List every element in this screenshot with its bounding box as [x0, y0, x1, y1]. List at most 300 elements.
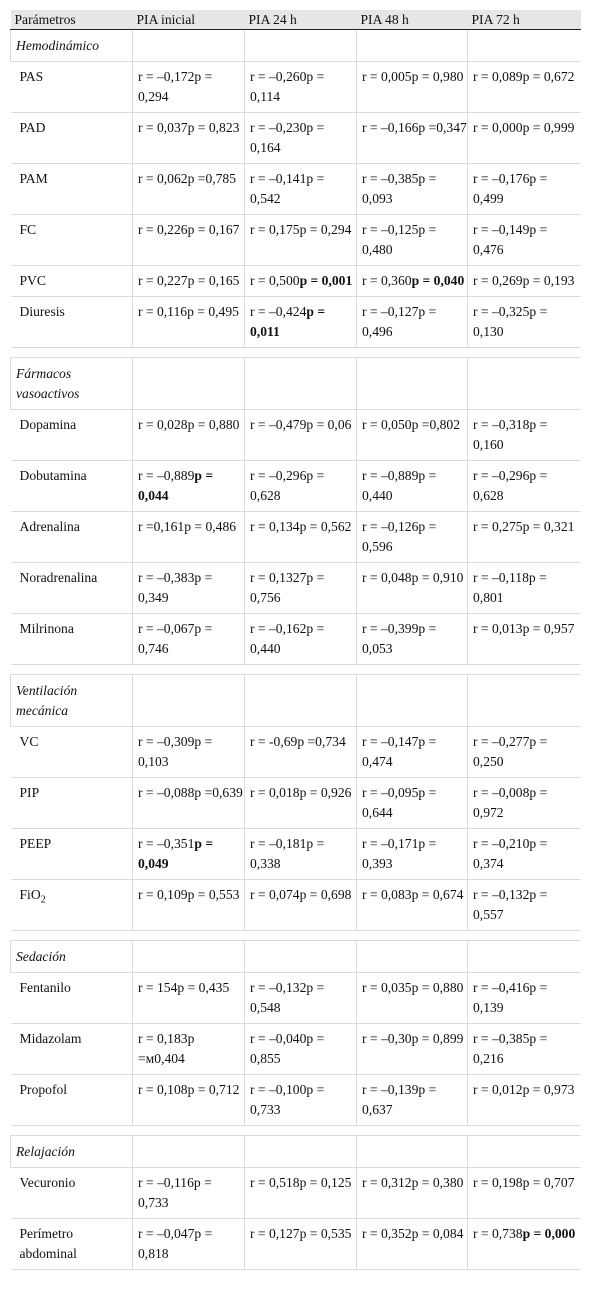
parameter-name-cell [11, 778, 133, 829]
parameter-subscript: 2 [40, 894, 46, 906]
p-value: p = 0,321 [522, 519, 575, 534]
parameter-name-cell [11, 113, 133, 164]
parameter-name-cell [11, 829, 133, 880]
parameter-name-cell [11, 266, 133, 297]
r-value: r = –0,040 [250, 1031, 307, 1046]
section-empty-cell [357, 675, 468, 727]
value-cell [133, 297, 245, 348]
parameter-name: PVC [19, 273, 46, 288]
p-value: p = 0,250 [473, 734, 548, 769]
value-cell [357, 297, 468, 348]
value-cell [133, 829, 245, 880]
table-row [11, 829, 581, 880]
r-value: r = –0,116 [138, 1175, 194, 1190]
header-parametros: Parámetros [11, 10, 133, 30]
parameter-name-cell [11, 880, 133, 931]
value-cell [357, 829, 468, 880]
spacer-cell [11, 665, 133, 675]
value-cell [133, 461, 245, 512]
p-value: p = 0,495 [187, 304, 239, 319]
value-cell [245, 880, 357, 931]
r-value: r = 0,312 [362, 1175, 412, 1190]
section-empty-cell [245, 675, 357, 727]
table-row [11, 973, 581, 1024]
value-cell [245, 973, 357, 1024]
value-cell [133, 563, 245, 614]
value-cell [357, 614, 468, 665]
parameter-name-cell [11, 215, 133, 266]
p-value: p = 0,044 [138, 468, 214, 503]
spacer-cell [357, 665, 468, 675]
parameter-name: FC [19, 222, 37, 237]
table-row [11, 563, 581, 614]
value-cell [245, 215, 357, 266]
section-title: Sedación [11, 941, 133, 973]
r-value: r = 0,037 [138, 120, 188, 135]
value-cell [245, 164, 357, 215]
value-cell [357, 410, 468, 461]
value-cell [245, 614, 357, 665]
r-value: r = 0,269 [473, 273, 523, 288]
value-cell [133, 778, 245, 829]
value-cell [357, 1168, 468, 1219]
r-value: r = –0,296 [250, 468, 307, 483]
table-row [11, 1075, 581, 1126]
parameter-name: PAS [19, 69, 44, 84]
value-cell [245, 1168, 357, 1219]
table-row [11, 461, 581, 512]
p-value: p = 0,001 [299, 273, 353, 288]
section-row [11, 358, 581, 410]
p-value: p = 0,855 [250, 1031, 325, 1066]
p-value: p = 0,672 [522, 69, 575, 84]
p-value: p = 0,165 [187, 273, 240, 288]
parameter-name-cell [11, 1075, 133, 1126]
section-row [11, 941, 581, 973]
section-empty-cell [468, 675, 581, 727]
p-value: p = 0,756 [250, 570, 325, 605]
table-header [11, 10, 581, 30]
r-value: r =0,161 [138, 519, 185, 534]
spacer-cell [11, 931, 133, 941]
value-cell [357, 512, 468, 563]
value-cell [468, 164, 581, 215]
value-cell [133, 1075, 245, 1126]
section-empty-cell [133, 358, 245, 410]
r-value: r = 0,500 [250, 273, 300, 288]
r-value: r = –0,127 [362, 304, 419, 319]
p-value: p = 0,294 [138, 69, 213, 104]
p-value: p = 0,542 [250, 171, 325, 206]
table-row [11, 1168, 581, 1219]
r-value: r = 0,116 [138, 304, 188, 319]
p-value: p = 0,548 [250, 980, 325, 1015]
r-value: r = –0,399 [362, 621, 419, 636]
r-value: r = –0,296 [473, 468, 530, 483]
r-value: r = –0,147 [362, 734, 419, 749]
p-value: p = 0,973 [522, 1082, 575, 1097]
r-value: r = –0,277 [473, 734, 530, 749]
p-value: p = 0,114 [250, 69, 325, 104]
r-value: r = 0,227 [138, 273, 188, 288]
p-value: p = 0,823 [187, 120, 240, 135]
p-value: p = 0,535 [299, 1226, 352, 1241]
p-value: p = 0,637 [362, 1082, 437, 1117]
spacer-cell [357, 931, 468, 941]
p-value: p = 0,628 [250, 468, 325, 503]
r-value: r = –0,166 [362, 120, 419, 135]
r-value: r = 0,083 [362, 887, 412, 902]
r-value: r = –0,095 [362, 785, 419, 800]
spacer-cell [11, 348, 133, 358]
header-row [11, 10, 581, 30]
value-cell [245, 461, 357, 512]
r-value: r = 0,127 [250, 1226, 300, 1241]
p-value: p = 0,801 [473, 570, 547, 605]
p-value: p = 0,926 [299, 785, 352, 800]
parameter-name-cell [11, 614, 133, 665]
r-value: r = 0,035 [362, 980, 412, 995]
p-value: p = 0,374 [473, 836, 548, 871]
parameter-name: PAD [19, 120, 46, 135]
p-value: p = 0,435 [177, 980, 230, 995]
section-empty-cell [357, 941, 468, 973]
r-value: r = –0,149 [473, 222, 530, 237]
section-empty-cell [357, 1136, 468, 1168]
p-value: p = 0,093 [362, 171, 437, 206]
spacer-cell [245, 665, 357, 675]
spacer-cell [468, 1126, 581, 1136]
parameter-name: Midazolam [19, 1031, 82, 1046]
spacer-cell [468, 931, 581, 941]
p-value: p = 0,499 [473, 171, 548, 206]
p-value: p = 0,049 [138, 836, 214, 871]
r-value: r = 0,074 [250, 887, 300, 902]
table-row [11, 614, 581, 665]
group-spacer [11, 931, 581, 941]
parameter-name: Vecuronio [19, 1175, 76, 1190]
r-value: r = –0,889 [362, 468, 419, 483]
table-row [11, 266, 581, 297]
p-value: p =0,639 [194, 785, 243, 800]
p-value: p = 0,294 [299, 222, 352, 237]
section-empty-cell [133, 30, 245, 62]
r-value: r = –0,088 [138, 785, 195, 800]
parameter-name-cell [11, 410, 133, 461]
group-spacer [11, 665, 581, 675]
parameter-name: Dobutamina [19, 468, 87, 483]
r-value: r = 0,050 [362, 417, 412, 432]
value-cell [468, 563, 581, 614]
correlation-table [10, 10, 581, 1270]
section-empty-cell [468, 1136, 581, 1168]
r-value: r = 0,1327 [250, 570, 307, 585]
parameter-name-cell [11, 1024, 133, 1075]
value-cell [133, 512, 245, 563]
p-value: p = 0,899 [411, 1031, 464, 1046]
parameter-name-cell [11, 512, 133, 563]
p-value: p =0,785 [187, 171, 237, 186]
header-pia-72h: PIA 72 h [468, 10, 581, 30]
table-row [11, 164, 581, 215]
r-value: r = –0,172 [138, 69, 195, 84]
value-cell [468, 113, 581, 164]
p-value: p = 0,474 [362, 734, 437, 769]
value-cell [133, 614, 245, 665]
spacer-cell [245, 348, 357, 358]
r-value: r = 0,175 [250, 222, 300, 237]
p-value: p = 0,011 [250, 304, 326, 339]
table-row [11, 1219, 581, 1270]
r-value: r = –0,210 [473, 836, 530, 851]
section-title: Ventilación mecánica [11, 675, 133, 727]
spacer-cell [133, 1126, 245, 1136]
parameter-name: Noradrenalina [19, 570, 98, 585]
value-cell [468, 266, 581, 297]
value-cell [357, 973, 468, 1024]
r-value: r = -0,69 [250, 734, 298, 749]
value-cell [245, 1075, 357, 1126]
p-value: p = 0,957 [522, 621, 575, 636]
r-value: r = 0,226 [138, 222, 188, 237]
parameter-name: Milrinona [19, 621, 74, 636]
r-value: r = 0,360 [362, 273, 412, 288]
p-value: p = 0,999 [522, 120, 575, 135]
parameter-name: Perímetro abdominal [19, 1226, 77, 1261]
parameter-name: VC [19, 734, 39, 749]
value-cell [468, 512, 581, 563]
p-value: p = 0,053 [362, 621, 437, 656]
table-row [11, 62, 581, 113]
p-value: p = 0,496 [362, 304, 437, 339]
r-value: r = 0,005 [362, 69, 412, 84]
value-cell [357, 1219, 468, 1270]
value-cell [133, 113, 245, 164]
value-cell [245, 1219, 357, 1270]
value-cell [245, 778, 357, 829]
p-value: p = 0,486 [184, 519, 237, 534]
table-body [11, 30, 581, 1270]
p-value: p = 0,160 [473, 417, 548, 452]
r-value: r = –0,141 [250, 171, 307, 186]
section-row [11, 675, 581, 727]
r-value: r = –0,325 [473, 304, 530, 319]
table-row [11, 410, 581, 461]
section-empty-cell [357, 358, 468, 410]
r-value: r = –0,162 [250, 621, 307, 636]
p-value: p = 0,733 [250, 1082, 325, 1117]
parameter-name: Diuresis [19, 304, 65, 319]
p-value: p =0,347 [418, 120, 467, 135]
p-value: p = 0,164 [250, 120, 325, 155]
p-value: p =м0,404 [138, 1031, 195, 1066]
r-value: r = 0,018 [250, 785, 300, 800]
p-value: p = 0,880 [411, 980, 464, 995]
r-value: r = –0,479 [250, 417, 307, 432]
parameter-name-cell [11, 297, 133, 348]
p-value: p = 0,980 [411, 69, 464, 84]
value-cell [133, 1168, 245, 1219]
r-value: r = 0,028 [138, 417, 188, 432]
value-cell [468, 1168, 581, 1219]
p-value: p = 0,06 [306, 417, 352, 432]
section-row [11, 1136, 581, 1168]
spacer-cell [133, 665, 245, 675]
value-cell [357, 727, 468, 778]
r-value: r = –0,139 [362, 1082, 419, 1097]
p-value: p = 0,880 [187, 417, 240, 432]
value-cell [357, 880, 468, 931]
p-value: p = 0,139 [473, 980, 548, 1015]
value-cell [468, 880, 581, 931]
r-value: r = –0,171 [362, 836, 419, 851]
spacer-cell [133, 931, 245, 941]
r-value: r = –0,383 [138, 570, 195, 585]
p-value: p = 0,910 [411, 570, 464, 585]
parameter-name: PAM [19, 171, 48, 186]
p-value: p = 0,562 [299, 519, 352, 534]
value-cell [133, 62, 245, 113]
p-value: p = 0,125 [299, 1175, 352, 1190]
value-cell [468, 1075, 581, 1126]
p-value: p = 0,440 [362, 468, 437, 503]
value-cell [468, 727, 581, 778]
spacer-cell [133, 348, 245, 358]
header-pia-48h: PIA 48 h [357, 10, 468, 30]
value-cell [357, 266, 468, 297]
group-spacer [11, 348, 581, 358]
r-value: r = –0,008 [473, 785, 530, 800]
section-empty-cell [357, 30, 468, 62]
p-value: p = 0,818 [138, 1226, 213, 1261]
parameter-name-cell [11, 1219, 133, 1270]
r-value: r = –0,424 [250, 304, 307, 319]
value-cell [357, 461, 468, 512]
section-title: Fármacos vasoactivos [11, 358, 133, 410]
p-value: p = 0,167 [187, 222, 240, 237]
section-title: Relajación [11, 1136, 133, 1168]
p-value: p = 0,130 [473, 304, 548, 339]
p-value: p = 0,000 [522, 1226, 576, 1241]
value-cell [357, 113, 468, 164]
r-value: r = 0,012 [473, 1082, 523, 1097]
r-value: r = –0,309 [138, 734, 195, 749]
value-cell [468, 1219, 581, 1270]
value-cell [468, 778, 581, 829]
table-row [11, 215, 581, 266]
p-value: p = 0,972 [473, 785, 548, 820]
value-cell [357, 1075, 468, 1126]
value-cell [133, 215, 245, 266]
p-value: p = 0,103 [138, 734, 213, 769]
p-value: p = 0,476 [473, 222, 548, 257]
table-row [11, 727, 581, 778]
value-cell [468, 215, 581, 266]
value-cell [245, 113, 357, 164]
r-value: r = –0,181 [250, 836, 307, 851]
section-row [11, 30, 581, 62]
r-value: r = –0,416 [473, 980, 530, 995]
p-value: p = 0,698 [299, 887, 352, 902]
parameter-name-cell [11, 727, 133, 778]
value-cell [468, 297, 581, 348]
r-value: r = 0,108 [138, 1082, 188, 1097]
p-value: p = 0,338 [250, 836, 325, 871]
table-row [11, 1024, 581, 1075]
section-empty-cell [133, 675, 245, 727]
section-empty-cell [468, 358, 581, 410]
r-value: r = –0,318 [473, 417, 530, 432]
p-value: p = 0,707 [522, 1175, 575, 1190]
r-value: r = 0,518 [250, 1175, 300, 1190]
value-cell [245, 1024, 357, 1075]
parameter-name: Propofol [19, 1082, 68, 1097]
value-cell [468, 973, 581, 1024]
r-value: r = –0,067 [138, 621, 195, 636]
section-empty-cell [245, 358, 357, 410]
p-value: p = 0,553 [187, 887, 240, 902]
value-cell [468, 62, 581, 113]
p-value: p = 0,746 [138, 621, 213, 656]
r-value: r = –0,126 [362, 519, 419, 534]
p-value: p = 0,674 [411, 887, 464, 902]
value-cell [245, 410, 357, 461]
value-cell [133, 1024, 245, 1075]
p-value: p = 0,380 [411, 1175, 464, 1190]
value-cell [468, 461, 581, 512]
table-row [11, 512, 581, 563]
value-cell [468, 614, 581, 665]
parameter-name: PEEP [19, 836, 52, 851]
p-value: p = 0,193 [522, 273, 575, 288]
p-value: p = 0,216 [473, 1031, 548, 1066]
value-cell [468, 410, 581, 461]
p-value: p = 0,440 [250, 621, 325, 656]
table-row [11, 297, 581, 348]
spacer-cell [11, 1126, 133, 1136]
p-value: p = 0,480 [362, 222, 437, 257]
value-cell [133, 164, 245, 215]
value-cell [133, 727, 245, 778]
table-row [11, 880, 581, 931]
group-spacer [11, 1126, 581, 1136]
r-value: r = 0,048 [362, 570, 412, 585]
r-value: r = –0,118 [473, 570, 529, 585]
value-cell [245, 266, 357, 297]
p-value: p = 0,557 [473, 887, 548, 922]
p-value: p = 0,733 [138, 1175, 212, 1210]
r-value: r = –0,132 [250, 980, 307, 995]
spacer-cell [357, 1126, 468, 1136]
parameter-name: PIP [19, 785, 40, 800]
r-value: r = 0,352 [362, 1226, 412, 1241]
parameter-name-cell [11, 164, 133, 215]
p-value: p =0,734 [297, 734, 346, 749]
section-empty-cell [245, 941, 357, 973]
value-cell [357, 1024, 468, 1075]
parameter-name: FiO [19, 887, 41, 902]
value-cell [133, 410, 245, 461]
r-value: r = –0,125 [362, 222, 419, 237]
r-value: r = 0,013 [473, 621, 523, 636]
value-cell [245, 563, 357, 614]
p-value: p = 0,644 [362, 785, 437, 820]
r-value: r = –0,351 [138, 836, 195, 851]
value-cell [245, 829, 357, 880]
r-value: r = 154 [138, 980, 178, 995]
value-cell [357, 164, 468, 215]
value-cell [133, 1219, 245, 1270]
